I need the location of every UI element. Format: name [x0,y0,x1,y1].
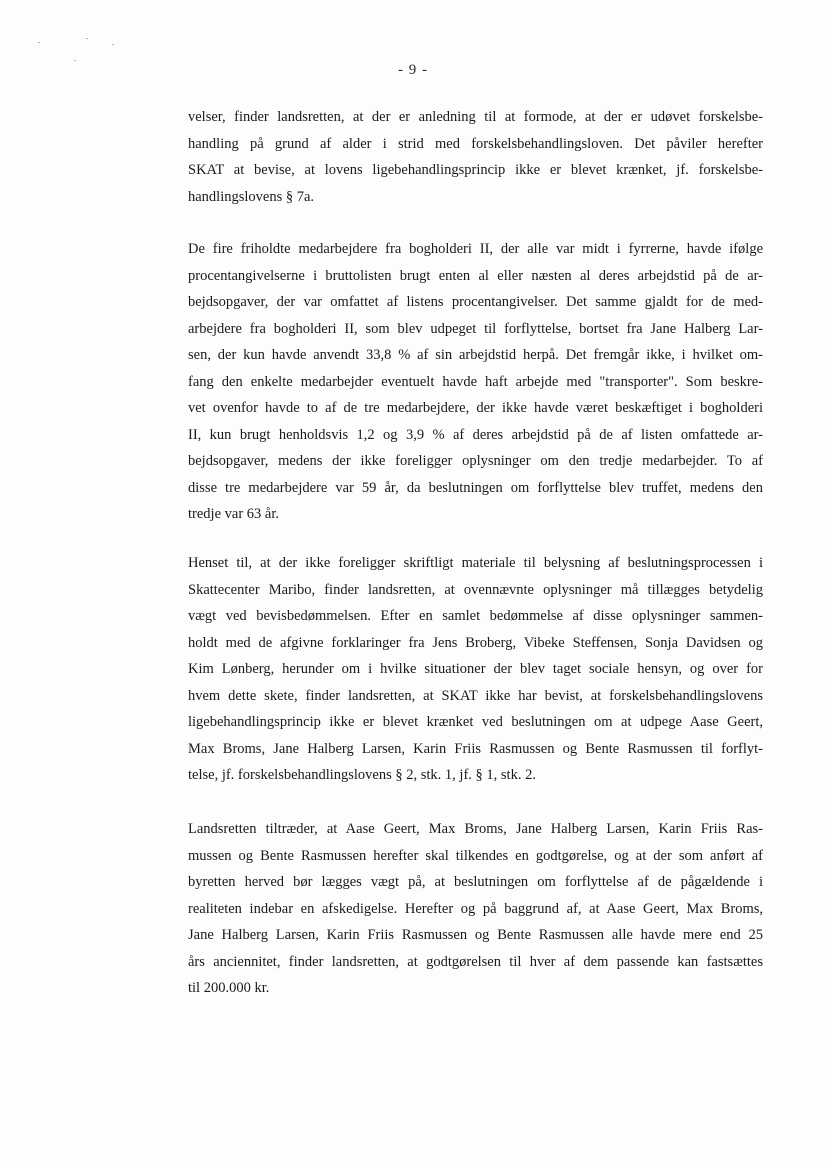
text-line: disse tre medarbejdere var 59 år, da beslutningen om forflyttelse blev truffet, medens den [188,479,763,496]
scan-speck [112,44,114,45]
text-line: II, kun brugt henholdsvis 1,2 og 3,9 % af deres arbejdstid på de af listen omfattede ar- [188,426,763,443]
text-line: års anciennitet, finder landsretten, at godtgørelsen til hver af dem passende kan fastsættes [188,953,763,970]
text-line: Henset til, at der ikke foreligger skriftligt materiale til belysning af beslutningsprocessen i [188,555,763,571]
text-line: vet ovenfor havde to af de tre medarbejdere, der ikke havde været beskæftiget i bogholderi [188,400,763,416]
text-line: bejdsopgaver, medens der ikke foreligger oplysninger om den tredje medarbejder. To af [188,453,763,469]
text-line: procentangivelserne i bruttolisten brugt enten al eller næsten al deres arbejdstid på de ar- [188,267,763,284]
text-line: holdt med de afgivne forklaringer fra Jens Broberg, Vibeke Steffensen, Sonja Davidsen og [188,634,763,651]
text-line: De fire friholdte medarbejdere fra bogholderi II, der alle var midt i fyrrerne, havde ifølge [188,241,763,257]
text-line: Jane Halberg Larsen, Karin Friis Rasmussen og Bente Rasmussen alle havde mere end 25 [188,927,763,943]
text-line: sen, der kun havde anvendt 33,8 % af sin arbejdstid herpå. Det fremgår ikke, i hvilket om- [188,347,763,363]
text-line: Kim Lønberg, herunder om i hvilke situationer der blev taget sociale hensyn, og over for [188,661,763,677]
text-line: handling på grund af alder i strid med forskelsbehandlingsloven. Det påviler herefter [188,135,763,152]
paragraph [188,104,763,210]
text-line: realiteten indebar en afskedigelse. Herefter og på baggrund af, at Aase Geert, Max Broms, [188,900,763,917]
text-line: Skattecenter Maribo, finder landsretten, at ovennævnte oplysninger må tillægges betydelig [188,581,763,598]
scan-speck [86,38,88,39]
text-line: bejdsopgaver, der var omfattet af listens procentangivelser. Det samme gjaldt for de med- [188,294,763,310]
paragraph [188,550,763,789]
text-line: hvem dette skete, finder landsretten, at SKAT ikke har bevist, at forskelsbehandlingslovens [188,687,763,704]
text-line: Landsretten tiltræder, at Aase Geert, Max Broms, Jane Halberg Larsen, Karin Friis Ras- [188,821,763,837]
text-line: telse, jf. forskelsbehandlingslovens § 2, stk. 1, jf. § 1, stk. 2. [188,767,536,783]
scan-speck [74,60,76,61]
text-line: fang den enkelte medarbejder eventuelt havde haft arbejde med "transporter". Som beskre- [188,373,763,390]
paragraph [188,236,763,528]
text-line: byretten herved bør lægges vægt på, at beslutningen om forflyttelse af de pågældende i [188,874,763,890]
page-number: - 9 - [398,62,428,78]
text-line: Max Broms, Jane Halberg Larsen, Karin Friis Rasmussen og Bente Rasmussen til forflyt- [188,740,763,757]
text-line: arbejdere fra bogholderi II, som blev udpeget til forflyttelse, bortset fra Jane Halberg Lar- [188,320,763,337]
text-line: SKAT at bevise, at lovens ligebehandlingsprincip ikke er blevet krænket, jf. forskelsbe- [188,162,763,178]
text-line: ligebehandlingsprincip ikke er blevet krænket ved beslutningen om at udpege Aase Geert, [188,714,763,730]
text-line: til 200.000 kr. [188,980,270,996]
text-line: mussen og Bente Rasmussen herefter skal tilkendes en godtgørelse, og at der som anført af [188,847,763,864]
text-line: handlingslovens § 7a. [188,188,315,205]
text-line: tredje var 63 år. [188,506,279,522]
text-line: velser, finder landsretten, at der er anledning til at formode, at der er udøvet forskelsbe- [188,109,763,125]
text-line: vægt ved bevisbedømmelsen. Efter en samlet bedømmelse af disse oplysninger sammen- [188,608,763,624]
paragraph [188,816,763,1002]
scan-speck [38,42,40,43]
